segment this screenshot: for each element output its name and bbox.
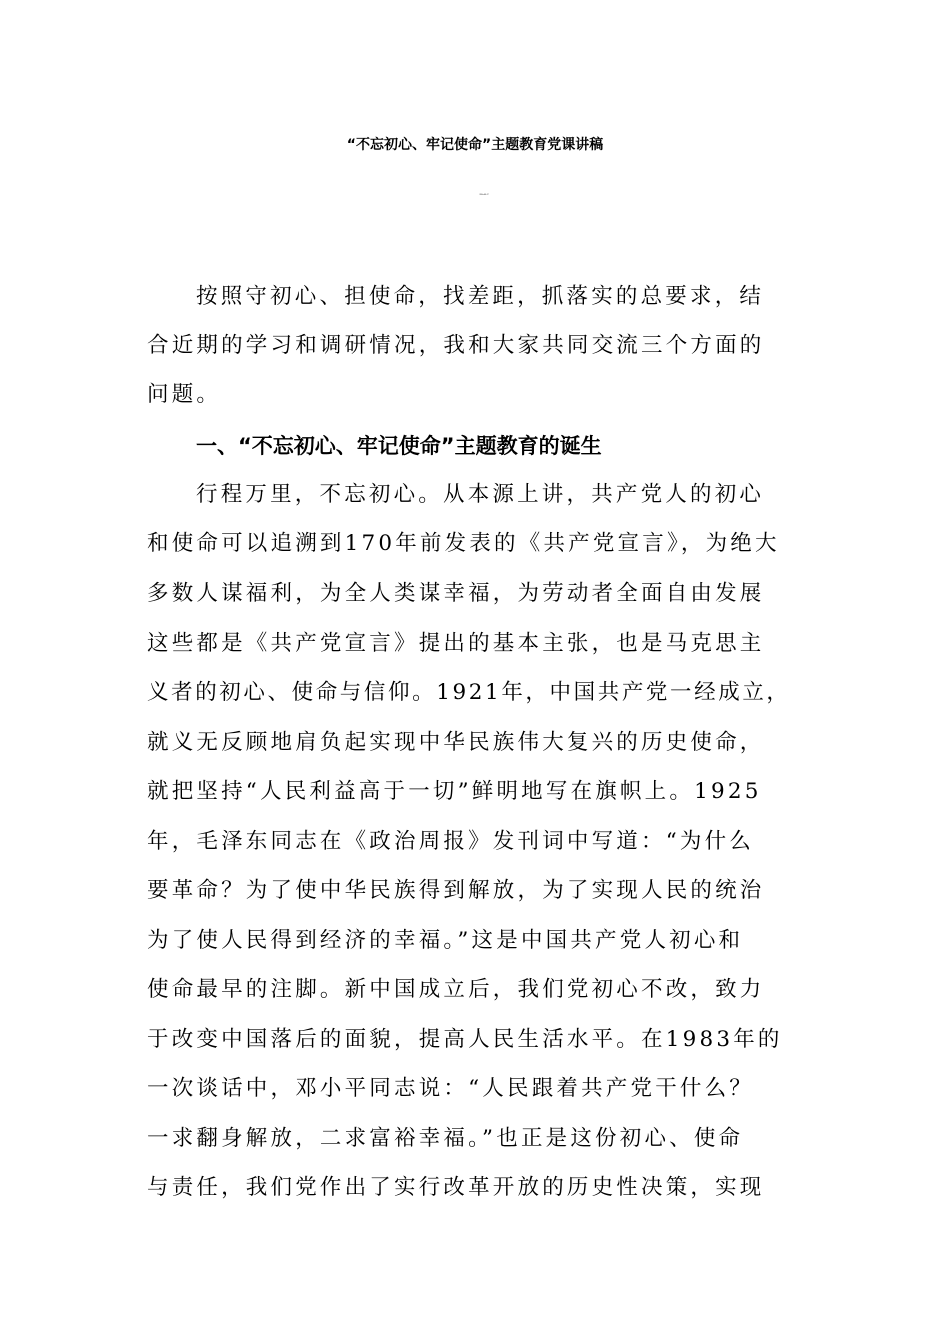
document-title: “不忘初心、牢记使命”主题教育党课讲稿 xyxy=(346,137,604,153)
paragraph-line: 义者的初心、使命与信仰。1921年，中国共产党一经成立， xyxy=(147,680,791,705)
paragraph-line: 年，毛泽东同志在《政治周报》发刊词中写道：“为什么 xyxy=(147,829,754,854)
paragraph-line: 问题。 xyxy=(147,382,222,407)
section-heading: 一、“不忘初心、牢记使命”主题教育的诞生 xyxy=(196,434,602,458)
paragraph-line: 一次谈话中，邓小平同志说：“人民跟着共产党干什么？ xyxy=(147,1076,754,1101)
paragraph-line: 合近期的学习和调研情况，我和大家共同交流三个方面的 xyxy=(147,333,765,358)
document-date: 202x-06-17 xyxy=(479,194,489,196)
paragraph-line: 使命最早的注脚。新中国成立后，我们党初心不改，致力 xyxy=(147,977,765,1002)
paragraph-line: 要革命？为了使中华民族得到解放，为了实现人民的统治 xyxy=(147,878,765,903)
paragraph-line: 按照守初心、担使命，找差距，抓落实的总要求，结 xyxy=(196,284,765,309)
paragraph-line: 多数人谋福利，为全人类谋幸福，为劳动者全面自由发展 xyxy=(147,581,765,606)
paragraph-line: 为了使人民得到经济的幸福。”这是中国共产党人初心和 xyxy=(147,928,744,953)
paragraph-line: 与责任，我们党作出了实行改革开放的历史性决策，实现 xyxy=(147,1175,765,1200)
paragraph-line: 一求翻身解放，二求富裕幸福。”也正是这份初心、使命 xyxy=(147,1126,744,1151)
paragraph-line: 行程万里，不忘初心。从本源上讲，共产党人的初心 xyxy=(196,482,765,507)
paragraph-line: 就把坚持“人民利益高于一切”鲜明地写在旗帜上。1925 xyxy=(147,779,762,804)
paragraph-line: 这些都是《共产党宣言》提出的基本主张，也是马克思主 xyxy=(147,631,765,656)
paragraph-line: 和使命可以追溯到170年前发表的《共产党宣言》，为绝大 xyxy=(147,531,780,556)
paragraph-line: 就义无反顾地肩负起实现中华民族伟大复兴的历史使命， xyxy=(147,730,765,755)
paragraph-line: 于改变中国落后的面貌，提高人民生活水平。在1983年的 xyxy=(147,1027,783,1052)
